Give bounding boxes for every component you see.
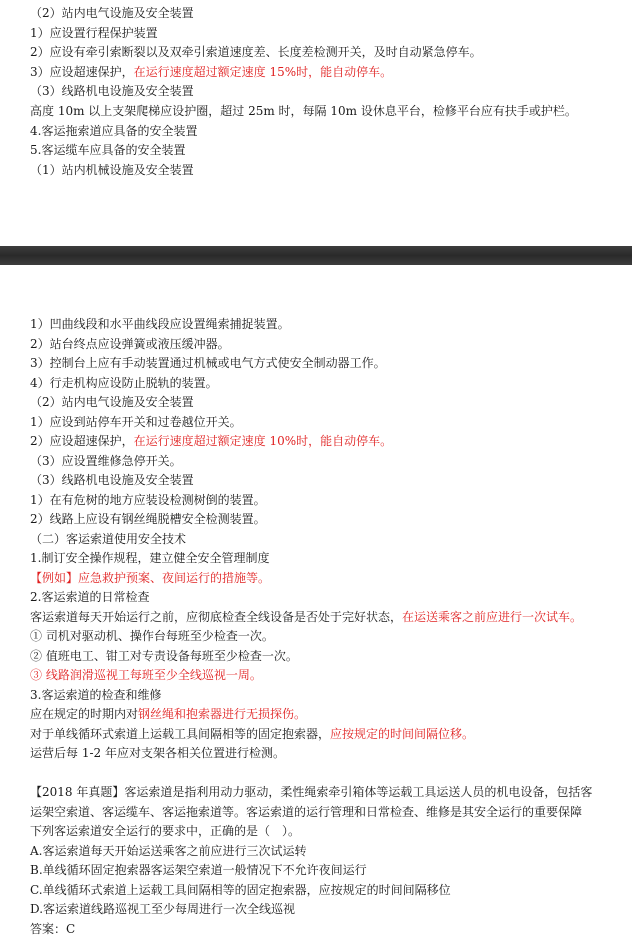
highlighted-text: 在运行速度超过额定速度 10%时，能自动停车。 <box>133 434 393 448</box>
highlighted-text: 【例如】应急救护预案、夜间运行的措施等。 <box>30 570 271 585</box>
body-text: （3）应设置维修急停开关。 <box>30 453 182 468</box>
body-text: 1）应设置行程保护装置 <box>30 25 158 40</box>
body-text: 运营后每 1-2 年应对支架各相关位置进行检测。 <box>30 746 285 760</box>
body-text: （二）客运索道使用安全技术 <box>30 531 187 546</box>
text-line <box>30 471 194 491</box>
text-line <box>30 510 266 530</box>
text-line <box>30 413 242 433</box>
text-line <box>30 705 306 725</box>
text-line <box>30 569 270 589</box>
text-line <box>30 530 186 550</box>
text-line <box>30 744 285 764</box>
text-line <box>30 647 298 667</box>
body-text: 运架空索道、客运缆车、客运拖索道等。客运索道的运行管理和日常检查、维修是其安全运行的重要保障 <box>30 804 583 819</box>
text-line <box>30 881 451 901</box>
body-text: （3）线路机电设施及安全装置 <box>30 473 194 487</box>
text-line <box>30 122 197 142</box>
body-text: （2）站内电气设施及安全装置 <box>30 395 194 409</box>
body-text: A.客运索道每天开始运送乘客之前应进行三次试运转 <box>30 843 307 858</box>
body-text: 高度 10m 以上支架爬梯应设护圈，超过 25m 时，每隔 10m 设休息平台，检修平台应有扶手或护栏。 <box>30 104 577 118</box>
highlighted-text: 应按规定的时间间隔位移。 <box>330 726 475 741</box>
body-text: ① 司机对驱动机、操作台每班至少检查一次。 <box>30 629 274 643</box>
document-page-bottom <box>0 265 632 939</box>
text-line <box>30 920 75 939</box>
text-line <box>30 43 482 63</box>
text-line <box>30 783 592 803</box>
body-text: 3.客运索道的检查和维修 <box>30 687 162 702</box>
text-line <box>30 141 185 161</box>
body-text: C.单线循环式索道上运载工具间隔相等的固定抱索器，应按规定的时间间隔移位 <box>30 882 451 897</box>
text-line <box>30 725 474 745</box>
page-divider-bar <box>0 246 632 265</box>
body-text: （1）站内机械设施及安全装置 <box>30 162 194 177</box>
body-text: B.单线循环固定抱索器客运架空索道一般情况下不允许夜间运行 <box>30 863 367 877</box>
text-line <box>30 822 300 842</box>
text-line <box>30 861 367 881</box>
body-text: 对于单线循环式索道上运载工具间隔相等的固定抱索器， <box>30 726 331 741</box>
text-line <box>30 627 274 647</box>
body-text: 1）凹曲线段和水平曲线段应设置绳索捕捉装置。 <box>30 317 290 331</box>
document-page-top <box>0 0 632 245</box>
text-line <box>30 452 182 472</box>
text-line <box>30 666 262 686</box>
text-line <box>30 161 194 181</box>
body-text: 3）控制台上应有手动装置通过机械或电气方式使安全制动器工作。 <box>30 356 386 370</box>
text-line <box>30 102 577 122</box>
highlighted-text: 钢丝绳和抱索器进行无损探伤。 <box>138 707 307 721</box>
text-line <box>30 900 295 920</box>
body-text: 客运索道每天开始运行之前，应彻底检查全线设备是否处于完好状态， <box>30 609 403 624</box>
text-line <box>30 393 194 413</box>
body-text: 4）行走机构应设防止脱轨的装置。 <box>30 375 218 390</box>
text-line <box>30 686 161 706</box>
body-text: 下列客运索道安全运行的要求中，正确的是（ ）。 <box>30 824 301 838</box>
body-text: 2）站台终点应设弹簧或液压缓冲器。 <box>30 336 230 351</box>
highlighted-text: 在运行速度超过额定速度 15%时，能自动停车。 <box>133 64 393 79</box>
text-line <box>30 24 158 44</box>
text-line <box>30 4 194 24</box>
text-line <box>30 588 149 608</box>
highlighted-text: ③ 线路润滑巡视工每班至少全线巡视一周。 <box>30 668 262 682</box>
text-line <box>30 315 290 335</box>
body-text: 应在规定的时期内对 <box>30 707 139 721</box>
text-line <box>30 549 269 569</box>
body-text: 1）应设到站停车开关和过卷越位开关。 <box>30 414 242 429</box>
body-text: D.客运索道线路巡视工至少每周进行一次全线巡视 <box>30 902 296 916</box>
text-line <box>30 63 392 83</box>
text-line <box>30 491 266 511</box>
text-line <box>30 82 194 102</box>
text-line <box>30 803 582 823</box>
highlighted-text: 在运送乘客之前应进行一次试车。 <box>402 609 583 624</box>
body-text: 3）应设超速保护， <box>30 64 134 79</box>
body-text: （3）线路机电设施及安全装置 <box>30 84 194 99</box>
body-text: （2）站内电气设施及安全装置 <box>30 6 194 20</box>
body-text: 2）应设超速保护， <box>30 434 134 448</box>
body-text: 答案：C <box>30 921 76 936</box>
body-text: 【2018 年真题】客运索道是指利用动力驱动，柔性绳索牵引箱体等运载工具运送人员的机电设备，包括客 <box>30 785 593 799</box>
body-text: 2.客运索道的日常检查 <box>30 590 150 604</box>
text-line <box>30 354 386 374</box>
body-text: 1.制订安全操作规程，建立健全安全管理制度 <box>30 551 270 565</box>
text-line <box>30 335 230 355</box>
text-line <box>30 608 582 628</box>
body-text: 2）线路上应设有钢丝绳脱槽安全检测装置。 <box>30 512 266 526</box>
body-text: 4.客运拖索道应具备的安全装置 <box>30 123 198 138</box>
body-text: 2）应设有牵引索断裂以及双牵引索道速度差、长度差检测开关，及时自动紧急停车。 <box>30 45 482 60</box>
text-line <box>30 432 392 452</box>
body-text: ② 值班电工、钳工对专责设备每班至少检查一次。 <box>30 648 298 663</box>
body-text: 5.客运缆车应具备的安全装置 <box>30 143 186 158</box>
text-line <box>30 842 306 862</box>
body-text: 1）在有危树的地方应装设检测树倒的装置。 <box>30 492 266 507</box>
text-line <box>30 374 218 394</box>
